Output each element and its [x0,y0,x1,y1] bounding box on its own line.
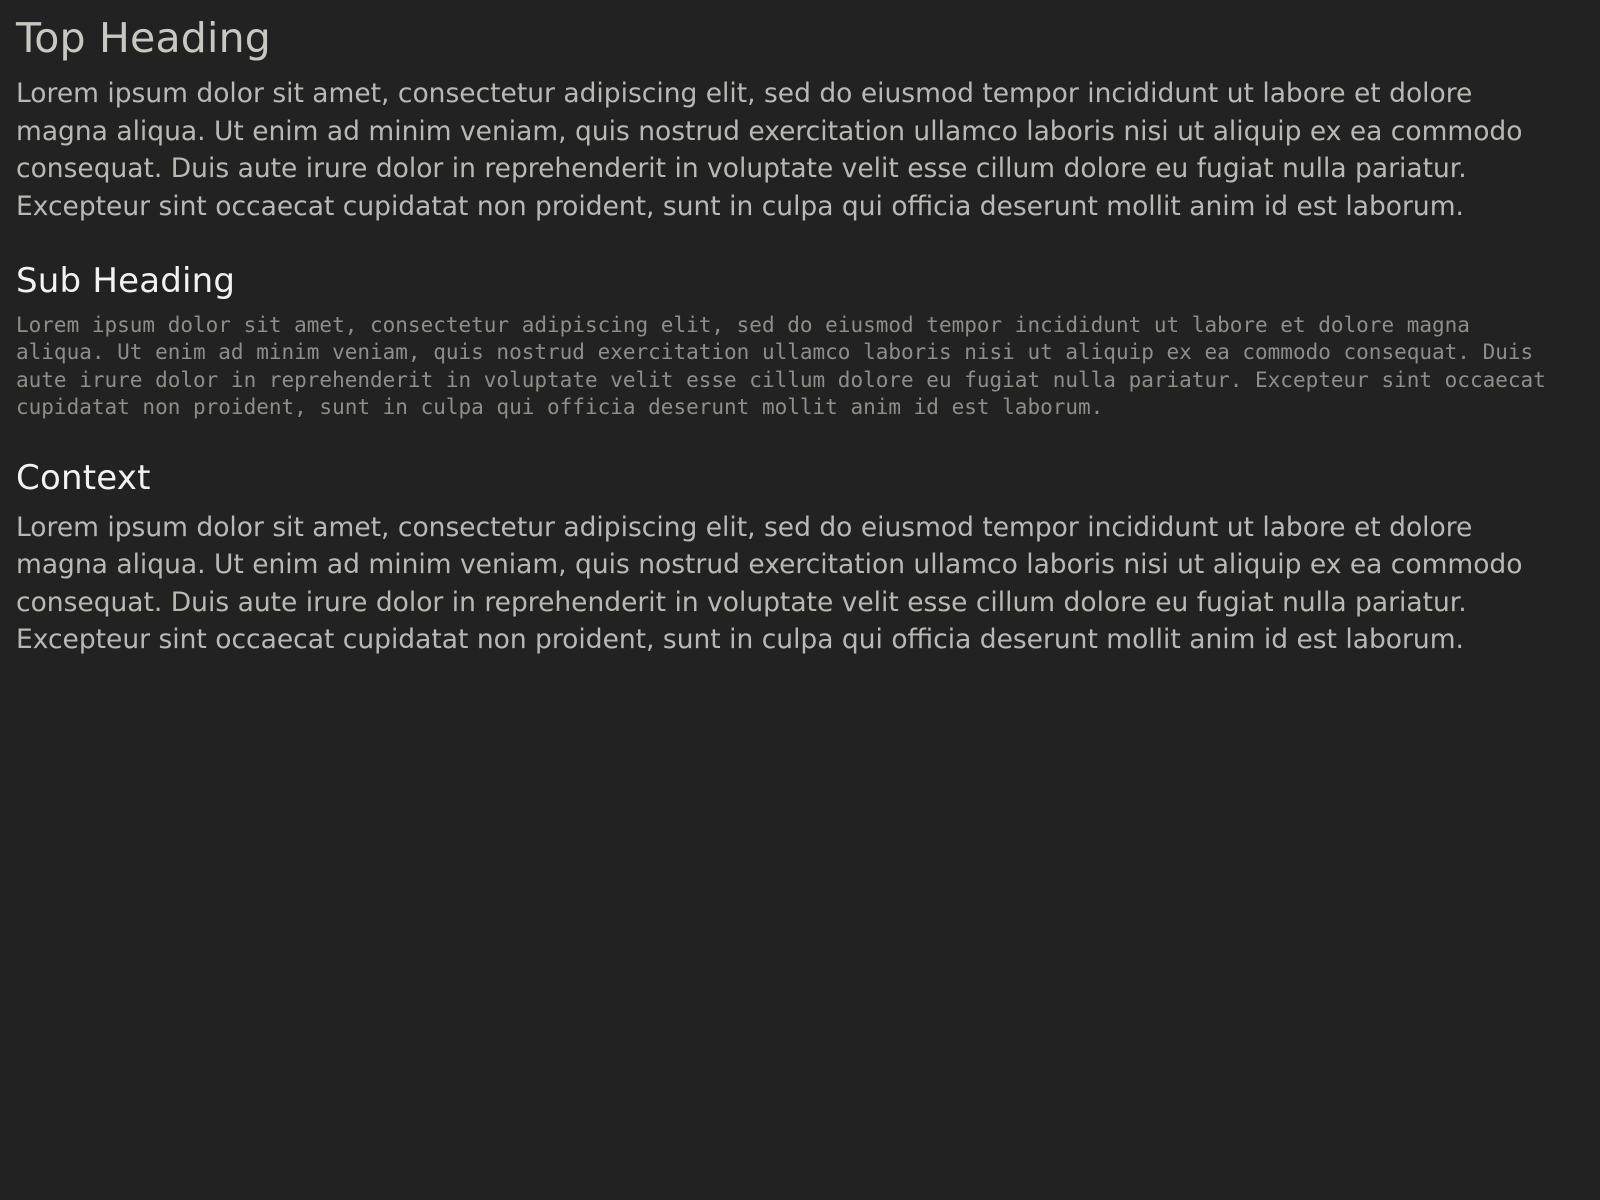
context-heading: Context [16,457,151,498]
intro-paragraph: Lorem ipsum dolor sit amet, consectetur adipiscing elit, sed do eiusmod tempor incididunt ut labore et dolore magna aliqua. Ut enim ad minim veniam, quis nostrud exercitation ullamco laboris nisi ut aliquip ex ea commodo consequat. Duis aute irure dolor in reprehenderit in voluptate velit esse cillum dolore eu fugiat nulla pariatur. Excepteur sint occaecat cupidatat non proident, sunt in culpa qui officia deserunt mollit anim id est laborum. [16,78,1523,222]
page-title: Top Heading [16,14,272,62]
context-paragraph: Lorem ipsum dolor sit amet, consectetur adipiscing elit, sed do eiusmod tempor incididunt ut labore et dolore magna aliqua. Ut enim ad minim veniam, quis nostrud exercitation ullamco laboris nisi ut aliquip ex ea commodo consequat. Duis aute irure dolor in reprehenderit in voluptate velit esse cillum dolore eu fugiat nulla pariatur. Excepteur sint occaecat cupidatat non proident, sunt in culpa qui officia deserunt mollit anim id est laborum. [16,511,1523,656]
sub-heading: Sub Heading [16,261,236,302]
monospace-paragraph: Lorem ipsum dolor sit amet, consectetur adipiscing elit, sed do eiusmod tempor incididunt ut labore et dolore magna aliqua. Ut enim ad minim veniam, quis nostrud exercitation ullamco laboris nisi ut aliquip ex ea commodo consequat. Duis aute irure dolor in reprehenderit in voluptate velit esse cillum dolore eu fugiat nulla pariatur. Excepteur sint occaecat cupidatat non proident, sunt in culpa qui officia deserunt mollit anim id est laborum. [16,312,1559,420]
